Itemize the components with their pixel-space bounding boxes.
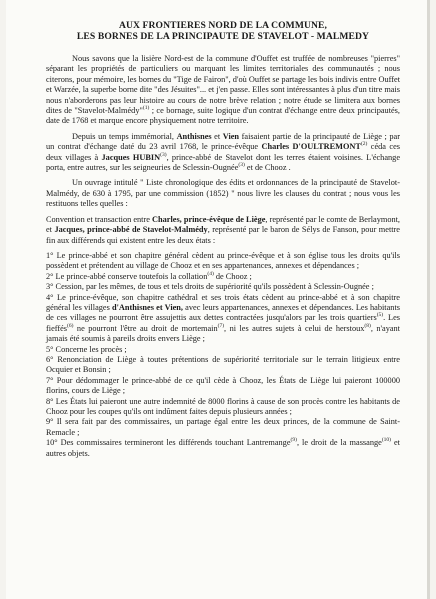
document-title <box>46 20 400 42</box>
bold-name: Jacques HUBIN <box>101 152 161 162</box>
text-run: , représenté par le comte de Berlaymont, et <box>46 214 401 235</box>
footnote-ref: (2) <box>360 141 368 148</box>
article-2 <box>46 272 400 282</box>
article-6: 6° Renonciation de Liège à toutes prétentions de supériorité territoriale sur le terrain litigieux entre Ocquier et Bonsin ; <box>46 354 400 375</box>
text-run: de Chooz ; <box>213 271 252 281</box>
text-run: faisaient partie de la principauté de Liège ; par un contrat d'échange daté du 23 avril 1768, le prince-évêque <box>46 131 401 152</box>
footnote-ref: (10) <box>381 437 391 444</box>
footnote-ref: (3) <box>160 151 167 158</box>
bold-name: Jacques, prince-abbé de Stavelot-Malmédy <box>54 225 208 235</box>
text-run: 4° Le prince-évêque, son chapitre cathédral et ses trois états cèdent au prince-abbé et à son chapitre général les villages <box>46 292 400 312</box>
footnote-ref: (3) <box>238 162 245 169</box>
intro-paragraph <box>46 54 400 127</box>
article-9: 9° Il sera fait par des commissaires, un partage égal entre les deux princes, de la commune de Saint-Remacle ; <box>46 417 400 437</box>
text-run: , représenté par le baron de Sélys de Fanson, pour mettre fin aux différends qui existent entre les deux états : <box>46 225 400 245</box>
text-run: ; ce bornage, suite logique d'un contrat d'échange entre deux principautés, date de 1768 et marque encore physiquement notre territoire. <box>46 106 400 126</box>
text-run: Convention et transaction entre <box>46 214 153 224</box>
page-edge <box>427 0 430 599</box>
footnote-ref: (9) <box>290 437 297 444</box>
history-paragraph <box>46 132 400 174</box>
text-run: et de Chooz . <box>244 163 291 173</box>
bold-name: d'Anthisnes et Vien, <box>112 302 183 312</box>
footnote-ref: (7) <box>217 322 225 329</box>
text-run: Depuis un temps immémorial, <box>72 131 177 141</box>
text-run: et <box>211 131 223 141</box>
convention-paragraph <box>46 215 400 246</box>
source-paragraph <box>46 178 400 209</box>
text-run: , le droit de la massange <box>296 438 382 448</box>
bold-name: Anthisnes <box>176 131 212 141</box>
text-run: . Les fieffés <box>46 313 400 333</box>
footnote-ref: (4) <box>207 270 214 277</box>
text-run: Un ouvrage intitulé " Liste chronologique des édits et ordonnances de la principauté de Stavelot-Malmédy, de 630 à 1795, par une commission (1852) " nous livre les clauses du contrat ; nous vous les restituons telles quelles : <box>46 178 400 209</box>
text-run: ne pourront l'être au droit de mortemain <box>73 323 218 333</box>
text-run: et autres objets. <box>46 438 400 458</box>
article-8: 8° Les États lui paieront une autre indemnité de 8000 florins à cause de son procès contre les habitants de Chooz pour les coupes qu'ils ont indûment faites depuis plusieurs années ; <box>46 396 400 416</box>
footnote-ref: (1) <box>142 105 150 112</box>
article-7: 7° Pour dédommager le prince-abbé de ce qu'il cède à Chooz, les États de Liège lui paieront 100000 florins, cours de Liège ; <box>46 375 400 396</box>
text-run: , ni les autres sujets à celui de herstoux <box>224 323 365 333</box>
bold-name: Vien <box>222 131 240 141</box>
text-run: 10° Des commissaires termineront les différends touchant Lantremange <box>46 438 291 448</box>
article-10 <box>46 438 400 459</box>
article-4 <box>46 293 400 345</box>
article-3: 3° Cession, par les mêmes, de tous et tels droits de supériorité qu'ils possèdent à Sclessin-Ougnée ; <box>46 282 374 292</box>
text-run: , prince-abbé de Stavelot dont les terres étaient voisines. L'échange porta, entre autres, sur les seigneuries de Sclessin-Ougnée <box>46 152 400 173</box>
text-run: Nous savons que la lisière Nord-est de la commune d'Ouffet est truffée de nombreuses "pierres" séparant les propriétés de particuliers ou marquant les limites territoriales des communautés ; nous citerons, pour mémoire, les bornes du "Tige de Fairon", d'où Ouffet se partage les bois indivis entre Ouffet et Warzée, la superbe borne dite "des Jésuites"... et j'en passe. Elles sont intéressantes à plus d'un titre mais nous n'aborderons pas leur histoire au cours de notre brève relation ; notre étude se limitera aux bornes dites de "Stavelot-Malmédy" <box>46 54 400 116</box>
text-run: céda ces deux villages à <box>46 142 400 162</box>
footnote-ref: (5) <box>376 312 384 319</box>
footnote-ref: (6) <box>67 322 74 329</box>
text-run: , n'ayant jamais été soumis à pareils droits envers Liège ; <box>46 323 400 344</box>
text-run: 2° Le prince-abbé conserve toutefois la collation <box>46 271 208 281</box>
bold-name: Charles D'OULTREMONT <box>261 142 361 152</box>
document-page <box>6 0 430 599</box>
footnote-ref: (8) <box>364 322 371 329</box>
title-line-2: LES BORNES DE LA PRINCIPAUTE DE STAVELOT - MALMEDY <box>76 31 370 42</box>
article-5: 5° Concerne les procès ; <box>46 344 127 354</box>
bold-name: Charles, prince-évêque de Liège <box>152 214 266 224</box>
article-1: 1° Le prince-abbé et son chapitre général cèdent au prince-évêque et à son église tous les droits qu'ils possèdent et prétendent au village de Chooz et en ses appartenances, annexes et dépendances ; <box>46 250 400 271</box>
title-line-1: AUX FRONTIERES NORD DE LA COMMUNE, <box>118 20 328 31</box>
text-run: avec leurs appartenances, annexes et dépendances. Les habitants de ces villages ne pourront être assujettis aux dettes contractées jusqu'alors par les trois quartiers <box>46 302 400 323</box>
